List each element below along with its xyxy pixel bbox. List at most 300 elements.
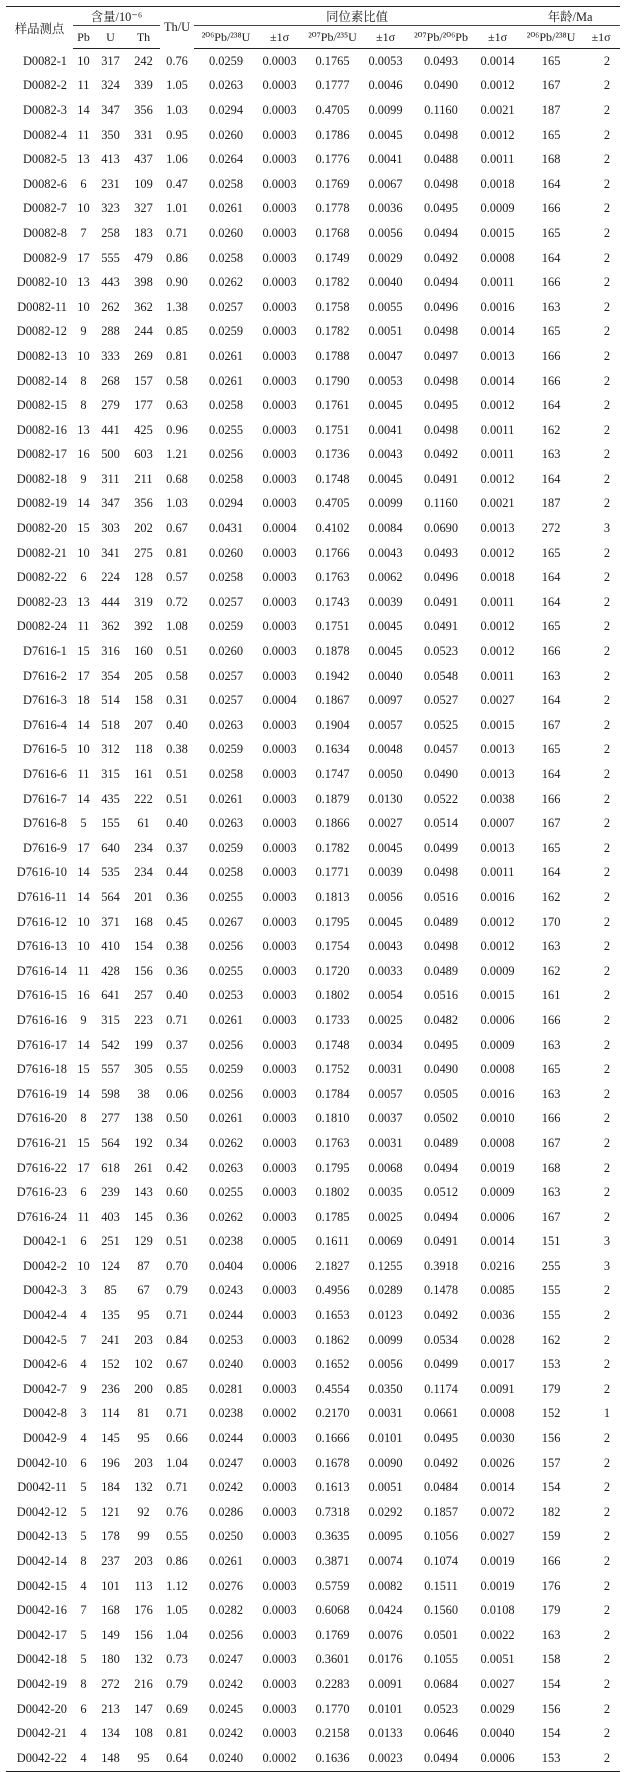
cell-pb: 3	[80, 1406, 87, 1421]
table-row	[6, 221, 620, 246]
header-th: Th	[127, 26, 160, 49]
cell-th-u: 0.71	[166, 1012, 188, 1027]
cell-ratio-206-238: 0.0259	[208, 742, 244, 757]
cell-sigma-207-206: 0.0014	[480, 53, 515, 68]
cell-th-u: 0.51	[166, 644, 188, 659]
cell-ratio-206-238: 0.0244	[208, 1308, 244, 1323]
cell-sigma-206-238: 0.0003	[262, 742, 297, 757]
cell-sigma-207-206: 0.0012	[480, 914, 515, 929]
cell-ratio-207-206: 0.0495	[423, 1037, 459, 1052]
table-row	[6, 615, 620, 640]
cell-pb: 15	[77, 1135, 90, 1150]
cell-age-sigma: 2	[603, 1111, 611, 1126]
cell-sigma-207-235: 0.0101	[368, 1701, 403, 1716]
table-row	[6, 1648, 620, 1673]
cell-ratio-207-206: 0.1160	[424, 496, 458, 511]
cell-sample: D0042-9	[22, 1431, 67, 1446]
cell-sigma-207-235: 0.0099	[368, 1332, 403, 1347]
cell-pb: 9	[80, 471, 87, 486]
cell-age-206-238: 163	[541, 668, 561, 683]
cell-sigma-207-206: 0.0011	[480, 447, 515, 462]
cell-sigma-207-206: 0.0011	[480, 422, 515, 437]
cell-u: 564	[101, 1135, 120, 1150]
cell-pb: 5	[80, 1529, 87, 1544]
cell-ratio-207-235: 0.1720	[315, 963, 350, 978]
cell-ratio-206-238: 0.0260	[208, 225, 244, 240]
cell-sigma-206-238: 0.0003	[262, 1578, 297, 1593]
cell-ratio-207-206: 0.0498	[423, 373, 459, 388]
cell-ratio-206-238: 0.0281	[208, 1381, 244, 1396]
cell-ratio-207-235: 0.3601	[315, 1652, 350, 1667]
cell-age-sigma: 2	[603, 471, 611, 486]
cell-age-206-238: 153	[520, 1746, 582, 1771]
cell-age-sigma: 2	[603, 619, 611, 634]
cell-sigma-206-238: 0.0003	[262, 570, 297, 585]
cell-sigma-207-235: 0.0045	[368, 840, 403, 855]
table-row	[6, 295, 620, 320]
cell-ratio-206-238: 0.0263	[208, 1160, 244, 1175]
cell-sigma-207-206: 0.0008	[480, 250, 515, 265]
cell-age-206-238: 155	[541, 1308, 561, 1323]
cell-th: 147	[134, 1701, 153, 1716]
cell-ratio-206-238: 0.0261	[208, 348, 244, 363]
cell-pb: 8	[80, 373, 87, 388]
cell-sigma-207-206: 0.0038	[480, 791, 515, 806]
cell-pb: 9	[80, 1381, 87, 1396]
cell-th-u: 0.36	[166, 889, 188, 904]
cell-u: 268	[101, 373, 120, 388]
zircon-u-pb-data-table	[6, 6, 620, 1772]
cell-sigma-207-206: 0.0012	[480, 471, 515, 486]
table-row	[6, 1549, 620, 1574]
cell-ratio-206-238: 0.0286	[208, 1504, 244, 1519]
cell-age-sigma: 2	[603, 1357, 611, 1372]
cell-th: 99	[137, 1529, 150, 1544]
table-row	[6, 1672, 620, 1697]
cell-u: 251	[101, 1234, 120, 1249]
cell-th-u: 0.71	[166, 1406, 188, 1421]
cell-ratio-207-206: 0.0489	[423, 963, 459, 978]
cell-age-206-238: 272	[541, 521, 561, 536]
cell-ratio-207-206: 0.0499	[423, 840, 459, 855]
cell-th: 95	[137, 1431, 150, 1446]
cell-age-206-238: 159	[541, 1529, 561, 1544]
cell-pb: 14	[77, 496, 90, 511]
cell-age-sigma: 2	[603, 1160, 611, 1175]
cell-age-206-238: 156	[541, 1431, 561, 1446]
cell-pb: 13	[77, 152, 90, 167]
cell-sample: D0082-4	[22, 127, 67, 142]
cell-ratio-206-238: 0.0260	[208, 545, 244, 560]
table-row	[6, 1303, 620, 1328]
cell-ratio-206-238: 0.0276	[208, 1578, 244, 1593]
table-row	[6, 344, 620, 369]
cell-th-u: 1.38	[166, 299, 188, 314]
table-row	[6, 1131, 620, 1156]
cell-age-sigma: 2	[603, 422, 611, 437]
cell-pb: 14	[77, 865, 90, 880]
cell-age-206-238: 187	[541, 102, 561, 117]
cell-sigma-206-238: 0.0003	[262, 1603, 297, 1618]
cell-th-u: 0.79	[166, 1283, 188, 1298]
cell-th: 157	[134, 373, 153, 388]
table-row	[6, 1352, 620, 1377]
cell-sigma-207-206: 0.0072	[480, 1504, 515, 1519]
cell-th: 603	[134, 447, 153, 462]
cell-sigma-206-238: 0.0003	[262, 1135, 297, 1150]
table-row	[6, 1156, 620, 1181]
cell-u: 155	[101, 816, 120, 831]
cell-sigma-206-238: 0.0003	[262, 1676, 297, 1691]
cell-th-u: 0.40	[166, 816, 188, 831]
cell-age-206-238: 157	[541, 1455, 561, 1470]
cell-age-sigma: 2	[603, 1062, 611, 1077]
cell-sample: D7616-20	[16, 1111, 67, 1126]
cell-age-206-238: 167	[541, 1209, 561, 1224]
cell-sigma-207-206: 0.0006	[480, 1012, 515, 1027]
cell-u: 85	[104, 1283, 117, 1298]
cell-ratio-207-235: 0.1879	[315, 791, 350, 806]
cell-ratio-206-238: 0.0257	[208, 668, 244, 683]
table-row	[6, 861, 620, 886]
cell-ratio-206-238: 0.0258	[208, 570, 244, 585]
cell-age-206-238: 165	[541, 619, 561, 634]
cell-ratio-207-206: 0.1511	[424, 1578, 458, 1593]
cell-ratio-206-238: 0.0262	[208, 1135, 244, 1150]
cell-age-206-238: 166	[541, 1111, 561, 1126]
cell-th-u: 1.12	[166, 1578, 188, 1593]
cell-sigma-207-235: 0.0099	[368, 102, 403, 117]
cell-sample: D0042-5	[22, 1332, 67, 1347]
cell-age-sigma: 2	[603, 78, 611, 93]
cell-age-206-238: 164	[541, 176, 561, 191]
cell-sigma-206-238: 0.0003	[262, 471, 297, 486]
cell-ratio-207-235: 0.1652	[315, 1357, 350, 1372]
cell-th: 168	[134, 914, 153, 929]
cell-ratio-206-238: 0.0261	[208, 791, 244, 806]
cell-age-sigma: 2	[603, 225, 611, 240]
cell-u: 371	[101, 914, 120, 929]
cell-sigma-207-206: 0.0013	[480, 348, 515, 363]
cell-ratio-207-235: 0.3871	[315, 1554, 350, 1569]
cell-ratio-206-238: 0.0242	[208, 1480, 244, 1495]
cell-sigma-206-238: 0.0003	[262, 1012, 297, 1027]
cell-u: 152	[101, 1357, 120, 1372]
cell-th: 437	[134, 152, 153, 167]
cell-age-206-238: 162	[541, 422, 561, 437]
cell-th: 158	[134, 693, 153, 708]
cell-age-206-238: 167	[541, 717, 561, 732]
cell-sigma-206-238: 0.0003	[262, 496, 297, 511]
cell-th-u: 1.03	[166, 496, 188, 511]
cell-ratio-207-206: 0.0498	[423, 865, 459, 880]
cell-age-206-238: 153	[541, 1357, 561, 1372]
cell-pb: 6	[80, 1234, 87, 1249]
cell-ratio-207-206: 0.0484	[423, 1480, 459, 1495]
cell-sigma-206-238: 0.0003	[262, 1160, 297, 1175]
header-isotope-ratios: 同位素比值	[194, 7, 520, 26]
cell-sample: D0042-8	[22, 1406, 67, 1421]
cell-ratio-207-235: 0.1758	[315, 299, 350, 314]
cell-sigma-206-238: 0.0003	[262, 791, 297, 806]
cell-pb: 10	[77, 201, 90, 216]
cell-u: 441	[101, 422, 120, 437]
cell-sigma-207-235: 0.0099	[368, 496, 403, 511]
cell-u: 641	[101, 988, 120, 1003]
cell-ratio-207-206: 0.0499	[423, 1357, 459, 1372]
cell-ratio-207-206: 0.0491	[423, 594, 459, 609]
cell-sigma-206-238: 0.0002	[258, 1746, 301, 1771]
cell-u: 564	[101, 889, 120, 904]
table-row	[6, 443, 620, 468]
cell-sample: D7616-14	[16, 963, 67, 978]
table-row	[6, 1525, 620, 1550]
cell-sigma-207-235: 0.0084	[368, 521, 403, 536]
cell-th: 203	[134, 1554, 153, 1569]
table-row	[6, 1180, 620, 1205]
cell-u: 403	[101, 1209, 120, 1224]
cell-age-sigma: 2	[603, 1381, 611, 1396]
table-row	[6, 1328, 620, 1353]
cell-ratio-206-238: 0.0257	[208, 299, 244, 314]
table-row	[6, 1057, 620, 1082]
cell-th-u: 0.72	[166, 594, 188, 609]
cell-ratio-207-235: 0.1769	[315, 1627, 350, 1642]
cell-ratio-207-206: 0.1056	[423, 1529, 459, 1544]
cell-ratio-207-206: 0.0491	[423, 619, 459, 634]
cell-sigma-207-235: 0.0069	[368, 1234, 403, 1249]
cell-sigma-206-238: 0.0004	[262, 521, 297, 536]
cell-age-206-238: 165	[541, 1062, 561, 1077]
cell-ratio-207-206: 0.0525	[423, 717, 459, 732]
cell-sigma-206-238: 0.0003	[262, 1554, 297, 1569]
cell-age-206-238: 165	[541, 840, 561, 855]
cell-u: 443	[101, 275, 120, 290]
cell-sigma-206-238: 0.0003	[262, 594, 297, 609]
cell-sigma-207-206: 0.0016	[480, 889, 515, 904]
cell-pb: 10	[77, 939, 90, 954]
cell-u: 542	[101, 1037, 120, 1052]
cell-age-sigma: 2	[603, 840, 611, 855]
table-row	[6, 172, 620, 197]
cell-ratio-207-235: 0.1904	[315, 717, 350, 732]
table-row	[6, 270, 620, 295]
cell-sigma-206-238: 0.0003	[262, 545, 297, 560]
cell-sigma-206-238: 0.0003	[262, 398, 297, 413]
cell-sigma-207-235: 0.0031	[368, 1062, 403, 1077]
cell-sigma-206-238: 0.0003	[262, 619, 297, 634]
cell-u: 317	[101, 53, 120, 68]
cell-th-u: 1.04	[166, 1627, 188, 1642]
cell-sigma-207-235: 0.0057	[368, 1086, 403, 1101]
cell-u: 555	[101, 250, 120, 265]
cell-ratio-206-238: 0.0258	[208, 176, 244, 191]
cell-sigma-207-206: 0.0011	[480, 865, 515, 880]
cell-pb: 18	[77, 693, 90, 708]
cell-pb: 17	[77, 1160, 90, 1175]
cell-pb: 11	[77, 619, 90, 634]
cell-age-206-238: 154	[541, 1480, 561, 1495]
cell-ratio-207-206: 0.1478	[423, 1283, 459, 1298]
cell-sample: D0082-5	[22, 152, 67, 167]
cell-ratio-207-235: 0.1749	[315, 250, 350, 265]
cell-th-u: 0.69	[166, 1701, 188, 1716]
cell-age-206-238: 164	[541, 570, 561, 585]
table-row	[6, 762, 620, 787]
cell-age-206-238: 163	[541, 939, 561, 954]
cell-sample: D0082-20	[16, 521, 67, 536]
cell-th-u: 0.38	[166, 742, 188, 757]
cell-age-206-238: 165	[541, 225, 561, 240]
cell-sigma-206-238: 0.0003	[262, 1111, 297, 1126]
cell-sigma-207-206: 0.0006	[475, 1746, 520, 1771]
cell-sigma-207-235: 0.0045	[368, 127, 403, 142]
cell-sigma-206-238: 0.0003	[262, 447, 297, 462]
cell-age-sigma: 2	[603, 1086, 611, 1101]
cell-sample: D0082-12	[16, 324, 67, 339]
cell-u: 312	[101, 742, 120, 757]
table-row	[6, 1451, 620, 1476]
cell-ratio-207-206: 0.0534	[423, 1332, 459, 1347]
cell-pb: 10	[77, 1258, 90, 1273]
table-row	[6, 492, 620, 517]
cell-ratio-206-238: 0.0258	[208, 250, 244, 265]
cell-th-u: 0.64	[160, 1746, 194, 1771]
cell-age-206-238: 156	[541, 1701, 561, 1716]
cell-ratio-207-206: 0.0494	[423, 1209, 459, 1224]
table-row	[6, 1205, 620, 1230]
cell-sigma-207-206: 0.0029	[480, 1701, 515, 1716]
cell-ratio-206-238: 0.0259	[208, 324, 244, 339]
cell-age-206-238: 164	[541, 250, 561, 265]
cell-sample: D7616-13	[16, 939, 67, 954]
cell-sigma-207-206: 0.0013	[480, 840, 515, 855]
cell-ratio-207-206: 0.0491	[423, 471, 459, 486]
cell-sigma-207-235: 0.0289	[368, 1283, 403, 1298]
cell-th: 138	[134, 1111, 153, 1126]
cell-ratio-207-206: 0.0505	[423, 1086, 459, 1101]
cell-th-u: 0.06	[166, 1086, 188, 1101]
cell-th-u: 0.47	[166, 176, 188, 191]
cell-sigma-207-235: 0.0037	[368, 1111, 403, 1126]
cell-u: 413	[101, 152, 120, 167]
cell-ratio-206-238: 0.0255	[208, 1185, 244, 1200]
cell-u: 279	[101, 398, 120, 413]
cell-sample: D0082-8	[22, 225, 67, 240]
cell-sigma-206-238: 0.0003	[262, 668, 297, 683]
cell-u: 347	[101, 102, 120, 117]
cell-th-u: 0.38	[166, 939, 188, 954]
cell-sample: D7616-23	[16, 1185, 67, 1200]
cell-sigma-207-206: 0.0009	[480, 1037, 515, 1052]
cell-sample: D0082-19	[16, 496, 67, 511]
cell-ratio-207-206: 0.0489	[423, 914, 459, 929]
cell-th: 38	[137, 1086, 150, 1101]
cell-th: 156	[134, 1627, 153, 1642]
cell-age-sigma: 2	[603, 152, 611, 167]
cell-sigma-206-238: 0.0003	[262, 865, 297, 880]
cell-sigma-207-235: 0.0043	[368, 939, 403, 954]
cell-age-sigma: 2	[603, 644, 611, 659]
cell-sigma-206-238: 0.0003	[262, 1726, 297, 1741]
cell-sample: D7616-8	[22, 816, 67, 831]
cell-sample: D0082-6	[22, 176, 67, 191]
cell-age-206-238: 165	[541, 545, 561, 560]
cell-age-206-238: 165	[541, 53, 561, 68]
table-row	[6, 1402, 620, 1427]
cell-sample: D0042-13	[16, 1529, 67, 1544]
cell-ratio-206-238: 0.0244	[208, 1431, 244, 1446]
cell-ratio-207-235: 0.1795	[315, 914, 350, 929]
cell-age-206-238: 164	[541, 398, 561, 413]
cell-age-206-238: 163	[541, 1627, 561, 1642]
cell-pb: 4	[80, 1357, 87, 1372]
cell-sample: D7616-4	[22, 717, 67, 732]
cell-age-206-238: 170	[541, 914, 561, 929]
cell-pb: 11	[77, 78, 90, 93]
cell-u: 239	[101, 1185, 120, 1200]
cell-th: 160	[134, 644, 153, 659]
cell-age-sigma: 2	[603, 53, 611, 68]
header-ratio-207-235: ²⁰⁷Pb/²³⁵U	[301, 26, 364, 49]
table-row	[6, 1697, 620, 1722]
cell-th: 257	[134, 988, 153, 1003]
cell-sigma-207-235: 0.0041	[368, 422, 403, 437]
cell-ratio-207-206: 0.0482	[423, 1012, 459, 1027]
cell-ratio-206-238: 0.0263	[208, 816, 244, 831]
cell-u: 354	[101, 668, 120, 683]
cell-age-206-238: 164	[541, 693, 561, 708]
cell-sigma-207-235: 0.0176	[368, 1652, 403, 1667]
table-row	[6, 1008, 620, 1033]
cell-th: 244	[134, 324, 153, 339]
cell-sample: D7616-6	[22, 767, 67, 782]
cell-ratio-207-206: 0.0496	[423, 570, 459, 585]
cell-sample: D0042-20	[16, 1701, 67, 1716]
header-sample: 样品测点	[6, 7, 73, 49]
cell-sample: D0082-9	[22, 250, 67, 265]
cell-pb: 14	[77, 1086, 90, 1101]
cell-age-sigma: 2	[603, 914, 611, 929]
cell-sigma-207-206: 0.0009	[480, 201, 515, 216]
cell-ratio-207-206: 0.0490	[423, 1062, 459, 1077]
cell-sigma-207-235: 0.0053	[368, 53, 403, 68]
cell-sigma-207-206: 0.0007	[480, 816, 515, 831]
cell-ratio-206-238: 0.0255	[208, 422, 244, 437]
cell-sigma-207-235: 0.0076	[368, 1627, 403, 1642]
cell-sample: D0082-14	[16, 373, 67, 388]
cell-ratio-207-235: 0.2283	[315, 1676, 350, 1691]
cell-sigma-207-206: 0.0018	[480, 176, 515, 191]
cell-pb: 4	[73, 1746, 94, 1771]
cell-sigma-207-206: 0.0011	[480, 594, 515, 609]
cell-sigma-206-238: 0.0003	[262, 1701, 297, 1716]
cell-age-206-238: 179	[541, 1381, 561, 1396]
cell-ratio-206-238: 0.0404	[208, 1258, 244, 1273]
cell-ratio-207-206: 0.1174	[424, 1381, 458, 1396]
table-row	[6, 639, 620, 664]
cell-sample: D0082-23	[16, 594, 67, 609]
cell-ratio-207-235: 0.6068	[315, 1603, 350, 1618]
cell-ratio-207-235: 0.1747	[315, 767, 350, 782]
table-row	[6, 1500, 620, 1525]
cell-sigma-207-235: 0.0424	[368, 1603, 403, 1618]
cell-sample: D7616-9	[22, 840, 67, 855]
cell-sigma-207-235: 0.0051	[368, 324, 403, 339]
cell-age-sigma: 2	[603, 939, 611, 954]
cell-sample: D7616-7	[22, 791, 67, 806]
cell-th: 129	[134, 1234, 153, 1249]
